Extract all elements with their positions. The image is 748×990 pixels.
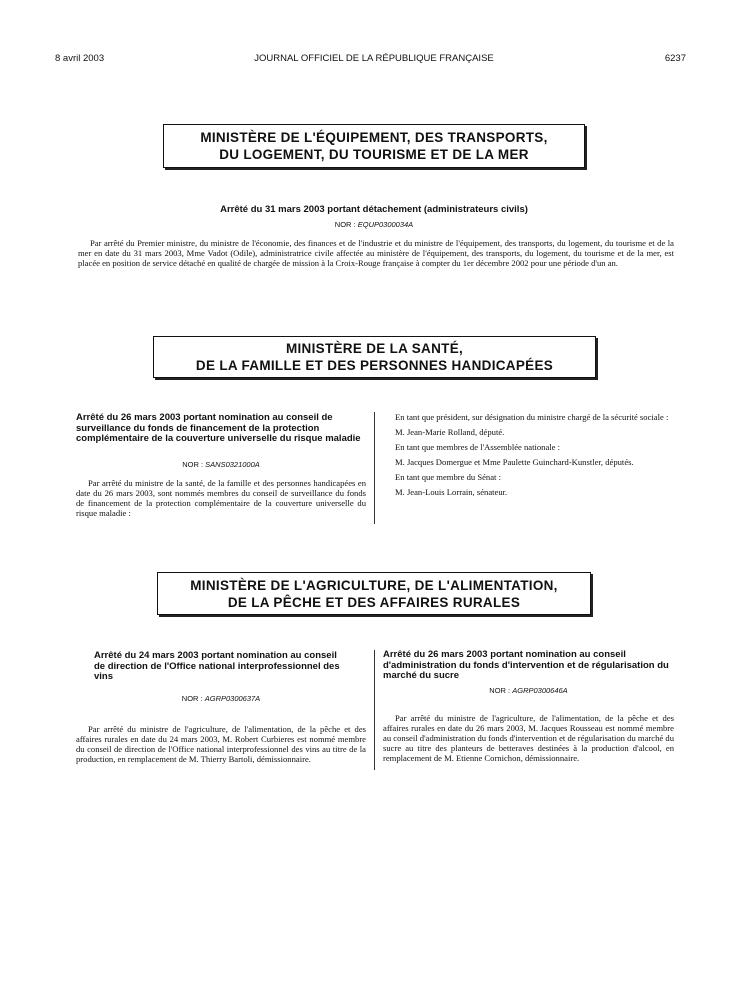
- ministry-heading-agriculture: [157, 572, 591, 615]
- nor-label: NOR :: [182, 460, 204, 469]
- ministry-heading-line2: DE LA PÊCHE ET DES AFFAIRES RURALES: [227, 594, 521, 610]
- ministry-heading-equipement: [163, 124, 585, 168]
- arrete-body: [76, 478, 366, 523]
- nor-reference: [76, 460, 366, 469]
- nor-code: SANS0321000A: [205, 460, 260, 469]
- list-item: M. Jean-Louis Lorrain, sénateur.: [395, 487, 508, 497]
- list-item: En tant que membre du Sénat :: [395, 472, 501, 482]
- arrete-body: [78, 238, 674, 273]
- arrete-body: [383, 713, 674, 768]
- ministry-heading-sante: [153, 336, 596, 378]
- nor-reference: [0, 220, 748, 229]
- arrete-paragraph: Par arrêté du Premier ministre, du ministre de l'économie, des finances et de l'industrie et du ministre de l'équipement, des transports, du logement, du tourisme et de la mer en date du 31 mars 2003, Mme Vadot (Odile), administratrice civile affectée au ministère de l'équipement, des transports, du logement, du tourisme et de la mer, est placée en position de service détaché en qualité de chargée de mission à la Croix-Rouge française à compter du 1er décembre 2002 pour une période d'un an.: [78, 238, 674, 268]
- arrete-paragraph: Par arrêté du ministre de la santé, de la famille et des personnes handicapées en date du 26 mars 2003, sont nommés membres du conseil de surveillance du fonds de financement de la protection complémentaire de la couverture universelle du risque maladie :: [76, 478, 366, 518]
- arrete-paragraph: Par arrêté du ministre de l'agriculture, de l'alimentation, de la pêche et des affaires rurales en date du 26 mars 2003, M. Jacques Rousseau est nommé membre au conseil d'administration du fonds d'intervention et de régularisation du marché du sucre au titre des planteurs de betteraves destinées à la production d'alcool, en remplacement de M. Etienne Cornichon, démissionnaire.: [383, 713, 674, 763]
- ministry-heading-line1: MINISTÈRE DE L'ÉQUIPEMENT, DES TRANSPORTS,: [200, 130, 548, 145]
- list-item: M. Jean-Marie Rolland, député.: [395, 427, 505, 437]
- arrete-title: Arrêté du 26 mars 2003 portant nomination au conseil de surveillance du fonds de financement de la protection complémentaire de la couverture universelle du risque maladie: [76, 412, 361, 444]
- arrete-body: [76, 724, 366, 769]
- nor-label: NOR :: [334, 220, 356, 229]
- arrete-title: Arrêté du 31 mars 2003 portant détachement (administrateurs civils): [220, 204, 528, 215]
- nor-reference: [76, 694, 366, 703]
- ministry-heading-line2: DU LOGEMENT, DU TOURISME ET DE LA MER: [219, 147, 529, 162]
- ministry-heading-line1: MINISTÈRE DE LA SANTÉ,: [285, 341, 464, 356]
- column-divider: [374, 412, 375, 524]
- arrete-title: Arrêté du 24 mars 2003 portant nomination au conseil de direction de l'Office national interprofessionnel des vins: [94, 650, 340, 682]
- nor-reference: [383, 686, 674, 695]
- ministry-heading-line1: MINISTÈRE DE L'AGRICULTURE, DE L'ALIMENTATION,: [190, 577, 558, 593]
- list-item: En tant que membres de l'Assemblée nationale :: [395, 442, 561, 452]
- nor-label: NOR :: [181, 694, 203, 703]
- member-list: [383, 412, 674, 502]
- arrete-paragraph: Par arrêté du ministre de l'agriculture, de l'alimentation, de la pêche et des affaires rurales en date du 24 mars 2003, M. Robert Curbieres est nommé membre du conseil de direction de l'Office national interprofessionnel des vins au titre de la production, en remplacement de M. Thierry Bartoli, démissionnaire.: [76, 724, 366, 764]
- column-divider: [374, 650, 375, 770]
- arrete-title: Arrêté du 26 mars 2003 portant nomination au conseil d'administration du fonds d'intervention et de régularisation du marché du sucre: [383, 649, 669, 681]
- journal-title: JOURNAL OFFICIEL DE LA RÉPUBLIQUE FRANÇAISE: [254, 53, 494, 64]
- page-number: 6237: [664, 53, 686, 64]
- nor-label: NOR :: [489, 686, 511, 695]
- ministry-heading-line2: DE LA FAMILLE ET DES PERSONNES HANDICAPÉES: [195, 358, 554, 373]
- nor-code: EQUP0300034A: [357, 220, 414, 229]
- nor-code: AGRP0300646A: [512, 686, 568, 695]
- list-item: En tant que président, sur désignation du ministre chargé de la sécurité sociale :: [395, 412, 669, 422]
- nor-code: AGRP0300637A: [204, 694, 261, 703]
- header-date: 8 avril 2003: [55, 53, 105, 64]
- list-item: M. Jacques Domergue et Mme Paulette Guinchard-Kunstler, députés.: [395, 457, 634, 467]
